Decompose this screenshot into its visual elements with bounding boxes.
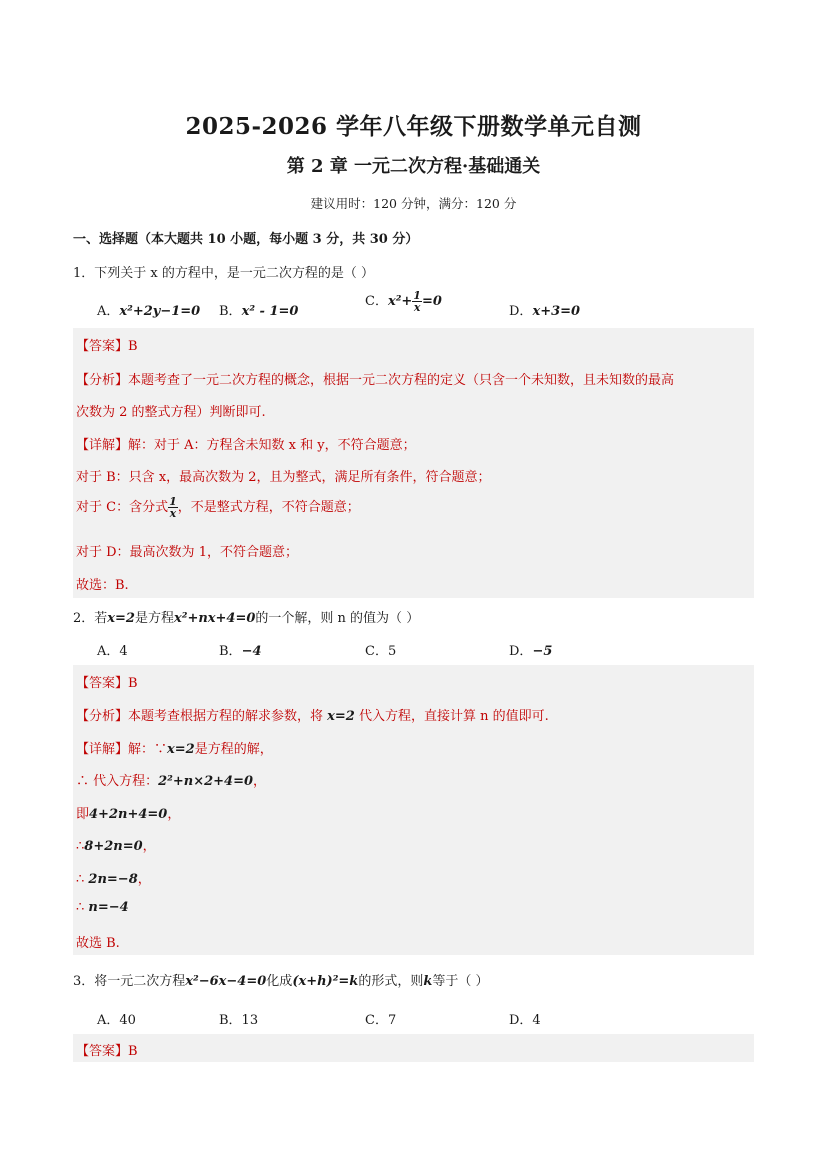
q1-detail-line2: 对于 B：只含 x，最高次数为 2，且为整式，满足所有条件，符合题意； <box>76 470 491 485</box>
q2-answer: 【答案】B <box>76 676 138 691</box>
q2-option-b: B．−4 <box>219 644 262 659</box>
q2-detail-line6: ∴ n=−4 <box>76 900 129 915</box>
question-2-stem: 2．若x=2是方程x²+nx+4=0的一个解，则 n 的值为（ ） <box>73 611 420 626</box>
question-1-stem: 1．下列关于 x 的方程中，是一元二次方程的是（ ） <box>73 266 374 281</box>
q1-option-c: C．x²+ $\frac{1}{x}$ =0 <box>365 289 442 314</box>
q2-detail-line1: 【详解】解：∵x=2是方程的解， <box>76 742 273 757</box>
q1-detail-line4: 对于 D：最高次数为 1，不符合题意； <box>76 545 298 560</box>
q2-detail-line3: 即4+2n+4=0， <box>76 807 181 822</box>
q1-option-d: D．x+3=0 <box>509 304 581 319</box>
q2-analysis: 【分析】本题考查根据方程的解求参数，将 x=2 代入方程，直接计算 n 的值即可. <box>76 709 549 724</box>
q2-option-a: A．4 <box>97 644 128 659</box>
q1-analysis-line1: 【分析】本题考查了一元二次方程的概念，根据一元二次方程的定义（只含一个未知数，且未知数的最高 <box>76 373 675 388</box>
q1-detail-line3: 对于 C：含分式 $\frac{1}{x}$ ，不是整式方程，不符合题意； <box>76 495 360 520</box>
q2-option-c: C．5 <box>365 644 397 659</box>
q1-answer: 【答案】B <box>76 339 138 354</box>
q3-option-a: A．40 <box>97 1013 136 1028</box>
chapter-subtitle: 第 2 章 一元二次方程·基础通关 <box>286 156 541 177</box>
q2-detail-line5: ∴ 2n=−8， <box>76 872 151 887</box>
q2-detail-line2: ∴ 代入方程：2²+n×2+4=0， <box>76 774 267 789</box>
page-title: 2025-2026 学年八年级下册数学单元自测 <box>185 113 642 140</box>
q2-detail-line7: 故选 B. <box>76 936 120 951</box>
q3-answer: 【答案】B <box>76 1044 138 1059</box>
q1-detail-line5: 故选：B. <box>76 578 129 593</box>
q1-detail-line1: 【详解】解：对于 A：方程含未知数 x 和 y，不符合题意； <box>76 438 416 453</box>
section-heading: 一、选择题（本大题共 10 小题，每小题 3 分，共 30 分） <box>73 232 419 247</box>
q2-option-d: D．−5 <box>509 644 553 659</box>
time-score-info: 建议用时：120 分钟，满分：120 分 <box>310 196 517 211</box>
q1-option-b: B．x² - 1=0 <box>219 304 299 319</box>
question-3-stem: 3．将一元二次方程x²−6x−4=0化成(x+h)²=k的形式，则k等于（ ） <box>73 974 489 989</box>
q3-option-c: C．7 <box>365 1013 397 1028</box>
q1-analysis-line2: 次数为 2 的整式方程）判断即可. <box>76 405 266 420</box>
q1-option-a: A．x²+2y−1=0 <box>97 304 201 319</box>
q3-option-b: B．13 <box>219 1013 259 1028</box>
q3-option-d: D．4 <box>509 1013 541 1028</box>
q3-solution-box <box>73 1034 754 1062</box>
q2-detail-line4: ∴8+2n=0， <box>76 839 156 854</box>
